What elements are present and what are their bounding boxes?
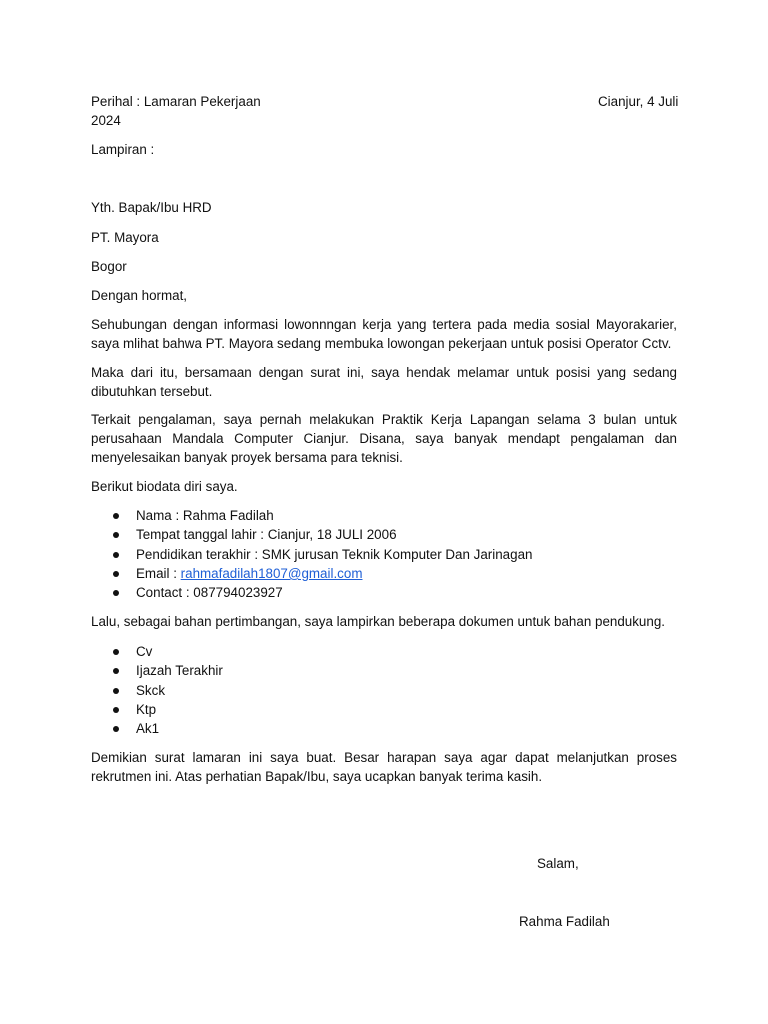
document-item: Ijazah Terakhir [136, 663, 223, 679]
biodata-contact: Contact : 087794023927 [136, 585, 283, 601]
bullet-icon [113, 552, 119, 558]
bullet-icon [113, 532, 119, 538]
document-item: Cv [136, 644, 153, 659]
biodata-list [91, 506, 532, 602]
documents-intro: Lalu, sebagai bahan pertimbangan, saya lampirkan beberapa dokumen untuk bahan pendukung. [91, 614, 665, 629]
list-item [91, 681, 223, 700]
list-item [91, 642, 223, 661]
paragraph-intro: Sehubungan dengan informasi lowonnngan kerja yang tertera pada media sosial Mayorakarier, saya mlihat bahwa PT. Mayora sedang membuka lowongan pekerjaan untuk posisi Operator Cctv. [91, 317, 677, 351]
date-line: Cianjur, 4 Juli [598, 94, 679, 109]
biodata-intro: Berikut biodata diri saya. [91, 479, 238, 494]
paragraph-intent: Maka dari itu, bersamaan dengan surat ini, saya hendak melamar untuk posisi yang sedang dibutuhkan tersebut. [91, 365, 677, 399]
signature-name: Rahma Fadilah [519, 914, 610, 929]
list-item [91, 661, 223, 680]
list-item [91, 506, 532, 525]
bullet-icon [113, 688, 119, 694]
list-item [91, 719, 223, 738]
bullet-icon [113, 513, 119, 519]
greeting: Dengan hormat, [91, 288, 188, 303]
biodata-email-label: Email : [136, 565, 181, 581]
paragraph-closing: Demikian surat lamaran ini saya buat. Besar harapan saya agar dapat melanjutkan proses rekrutmen ini. Atas perhatian Bapak/Ibu, saya ucapkan banyak terima kasih. [91, 750, 677, 784]
biodata-education: Pendidikan terakhir : SMK jurusan Teknik Komputer Dan Jarinagan [136, 546, 533, 562]
attachment-label: Lampiran : [91, 142, 155, 157]
list-item [91, 525, 532, 544]
bullet-icon [113, 726, 119, 732]
document-item: Ktp [136, 701, 157, 717]
subject-line: Perihal : Lamaran Pekerjaan [91, 94, 261, 109]
bullet-icon [113, 590, 119, 596]
bullet-icon [113, 707, 119, 713]
recipient-city: Bogor [91, 259, 127, 274]
bullet-icon [113, 668, 119, 674]
biodata-birth: Tempat tanggal lahir : Cianjur, 18 JULI 2006 [136, 527, 397, 543]
signature-salutation: Salam, [537, 856, 579, 871]
bullet-icon [113, 571, 119, 577]
biodata-name: Nama : Rahma Fadilah [136, 508, 274, 523]
document-item: Skck [136, 682, 166, 698]
bullet-icon [113, 649, 119, 655]
email-link[interactable]: rahmafadilah1807@gmail.com [180, 565, 363, 581]
list-item [91, 700, 223, 719]
list-item [91, 545, 532, 564]
date-year: 2024 [91, 113, 121, 128]
paragraph-experience: Terkait pengalaman, saya pernah melakukan Praktik Kerja Lapangan selama 3 bulan untuk perusahaan Mandala Computer Cianjur. Disana, saya banyak mendapt pengalaman dan menyelesaikan banyak proyek bersama para teknisi. [91, 412, 677, 465]
list-item [91, 583, 532, 602]
recipient-to: Yth. Bapak/Ibu HRD [91, 200, 212, 215]
documents-list [91, 642, 223, 738]
list-item [91, 564, 532, 583]
recipient-company: PT. Mayora [91, 230, 159, 245]
document-item: Ak1 [136, 721, 160, 737]
